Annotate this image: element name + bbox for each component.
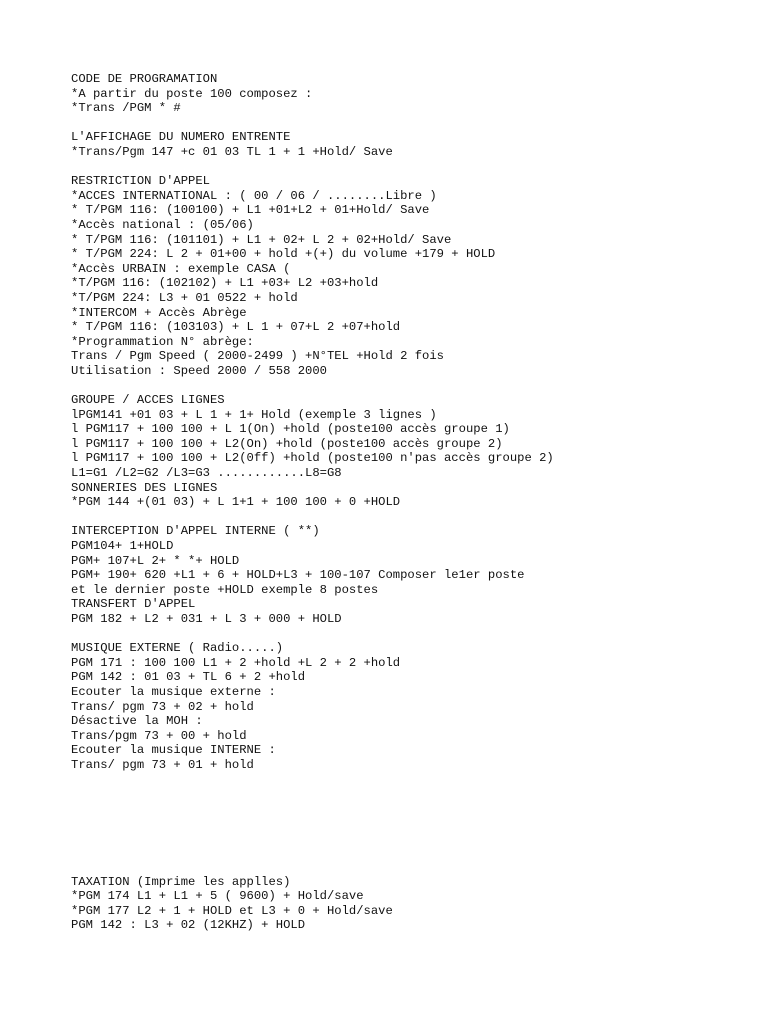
text-line: PGM 171 : 100 100 L1 + 2 +hold +L 2 + 2 +hold bbox=[71, 655, 401, 670]
text-line: PGM 182 + L2 + 031 + L 3 + 000 + HOLD bbox=[71, 611, 342, 626]
section-heading: TAXATION (Imprime les applles) bbox=[71, 874, 291, 889]
text-line: Désactive la MOH : bbox=[71, 714, 203, 729]
text-line: Trans/pgm 73 + 00 + hold bbox=[71, 728, 247, 743]
text-line: * T/PGM 224: L 2 + 01+00 + hold +(+) du volume +179 + HOLD bbox=[71, 247, 496, 262]
text-line: *PGM 144 +(01 03) + L 1+1 + 100 100 + 0 +HOLD bbox=[71, 495, 401, 510]
text-line: *T/PGM 224: L3 + 01 0522 + hold bbox=[71, 290, 298, 305]
section-heading: GROUPE / ACCES LIGNES bbox=[71, 393, 225, 408]
text-line: *Programmation N° abrège: bbox=[71, 334, 254, 349]
text-line: *INTERCOM + Accès Abrège bbox=[71, 305, 247, 320]
text-line: *PGM 174 L1 + L1 + 5 ( 9600) + Hold/save bbox=[71, 889, 364, 904]
text-line: * T/PGM 116: (100100) + L1 +01+L2 + 01+Hold/ Save bbox=[71, 203, 430, 218]
spacer bbox=[71, 510, 751, 525]
text-line: *Trans/Pgm 147 +c 01 03 TL 1 + 1 +Hold/ Save bbox=[71, 144, 393, 159]
text-line: Trans/ pgm 73 + 01 + hold bbox=[71, 757, 254, 772]
spacer bbox=[71, 773, 751, 875]
doc-title: CODE DE PROGRAMATION bbox=[71, 72, 218, 86]
text-line: lPGM141 +01 03 + L 1 + 1+ Hold (exemple 3 lignes ) bbox=[71, 407, 437, 422]
text-line: *A partir du poste 100 composez : bbox=[71, 86, 313, 101]
text-line: *T/PGM 116: (102102) + L1 +03+ L2 +03+hold bbox=[71, 276, 379, 291]
text-line: *Accès national : (05/06) bbox=[71, 217, 254, 232]
spacer bbox=[71, 160, 751, 175]
spacer bbox=[71, 627, 751, 642]
section-heading: TRANSFERT D'APPEL bbox=[71, 597, 196, 612]
text-line: *Trans /PGM * # bbox=[71, 101, 181, 116]
section-heading: MUSIQUE EXTERNE ( Radio.....) bbox=[71, 641, 284, 656]
text-line: *PGM 177 L2 + 1 + HOLD et L3 + 0 + Hold/save bbox=[71, 903, 393, 918]
text-line: PGM104+ 1+HOLD bbox=[71, 539, 174, 553]
text-line: et le dernier poste +HOLD exemple 8 postes bbox=[71, 582, 379, 597]
text-line: * T/PGM 116: (103103) + L 1 + 07+L 2 +07+hold bbox=[71, 320, 401, 335]
text-line: l PGM117 + 100 100 + L2(0ff) +hold (poste100 n'pas accès groupe 2) bbox=[71, 451, 554, 466]
text-line: PGM+ 190+ 620 +L1 + 6 + HOLD+L3 + 100-107 Composer le1er poste bbox=[71, 568, 525, 583]
musique-section bbox=[71, 641, 751, 772]
text-line: l PGM117 + 100 100 + L 1(On) +hold (poste100 accès groupe 1) bbox=[71, 422, 510, 437]
text-line: *Accès URBAIN : exemple CASA ( bbox=[71, 261, 291, 276]
section-heading: L'AFFICHAGE DU NUMERO ENTRENTE bbox=[71, 130, 291, 145]
interception-section bbox=[71, 524, 751, 626]
spacer bbox=[71, 116, 751, 131]
document-page bbox=[71, 72, 751, 933]
text-line: * T/PGM 116: (101101) + L1 + 02+ L 2 + 02+Hold/ Save bbox=[71, 232, 452, 247]
intro-section bbox=[71, 72, 751, 116]
spacer bbox=[71, 378, 751, 393]
text-line: l PGM117 + 100 100 + L2(On) +hold (poste100 accès groupe 2) bbox=[71, 436, 503, 451]
text-line: *ACCES INTERNATIONAL : ( 00 / 06 / ........Libre ) bbox=[71, 188, 437, 203]
text-line: PGM 142 : 01 03 + TL 6 + 2 +hold bbox=[71, 670, 306, 685]
text-line: Trans/ pgm 73 + 02 + hold bbox=[71, 699, 254, 714]
taxation-section bbox=[71, 875, 751, 933]
text-line: Utilisation : Speed 2000 / 558 2000 bbox=[71, 363, 327, 378]
text-line: PGM 142 : L3 + 02 (12KHZ) + HOLD bbox=[71, 918, 306, 933]
groupe-section bbox=[71, 393, 751, 510]
text-line: PGM+ 107+L 2+ * *+ HOLD bbox=[71, 553, 240, 568]
affichage-section bbox=[71, 130, 751, 159]
text-line: Ecouter la musique INTERNE : bbox=[71, 743, 276, 758]
section-heading: RESTRICTION D'APPEL bbox=[71, 174, 210, 189]
restriction-section bbox=[71, 174, 751, 378]
text-line: Trans / Pgm Speed ( 2000-2499 ) +N°TEL +Hold 2 fois bbox=[71, 349, 444, 364]
text-line: L1=G1 /L2=G2 /L3=G3 ............L8=G8 bbox=[71, 466, 342, 481]
section-heading: SONNERIES DES LIGNES bbox=[71, 480, 218, 495]
text-line: Ecouter la musique externe : bbox=[71, 684, 276, 699]
section-heading: INTERCEPTION D'APPEL INTERNE ( **) bbox=[71, 524, 320, 539]
